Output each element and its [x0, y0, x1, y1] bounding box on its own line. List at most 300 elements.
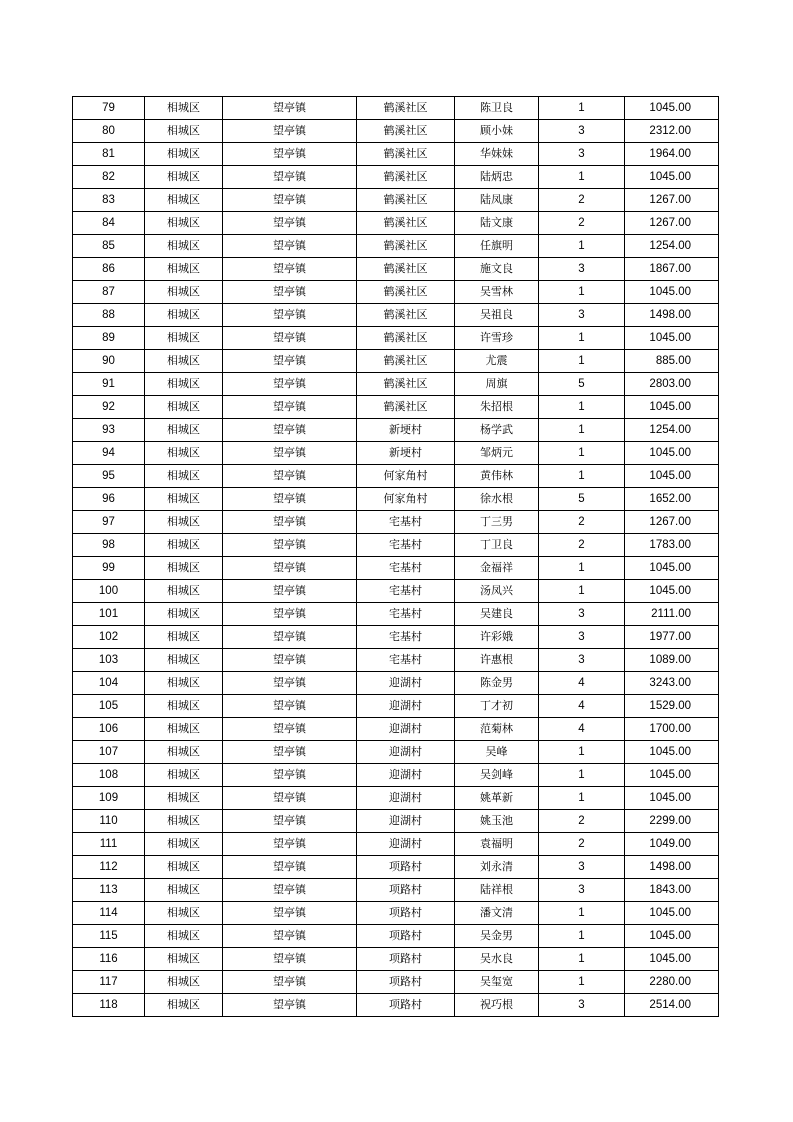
row-number-cell: 96	[73, 488, 145, 511]
row-number-cell: 100	[73, 580, 145, 603]
household-count-cell: 3	[539, 994, 625, 1017]
household-count-cell: 1	[539, 97, 625, 120]
village-cell: 鹤溪社区	[357, 166, 455, 189]
household-count-cell: 4	[539, 672, 625, 695]
amount-cell: 1045.00	[625, 557, 719, 580]
table-row	[73, 281, 719, 304]
village-cell: 迎湖村	[357, 741, 455, 764]
village-cell: 何家角村	[357, 465, 455, 488]
table-row	[73, 534, 719, 557]
amount-cell: 1045.00	[625, 764, 719, 787]
amount-cell: 1089.00	[625, 649, 719, 672]
person-name-cell: 吴祖良	[455, 304, 539, 327]
district-cell: 相城区	[145, 718, 223, 741]
village-cell: 鹤溪社区	[357, 396, 455, 419]
person-name-cell: 金福祥	[455, 557, 539, 580]
amount-cell: 1045.00	[625, 442, 719, 465]
district-cell: 相城区	[145, 488, 223, 511]
row-number-cell: 86	[73, 258, 145, 281]
row-number-cell: 112	[73, 856, 145, 879]
table-row	[73, 350, 719, 373]
town-cell: 望亭镇	[223, 212, 357, 235]
district-cell: 相城区	[145, 419, 223, 442]
village-cell: 项路村	[357, 971, 455, 994]
person-name-cell: 吴玺宽	[455, 971, 539, 994]
amount-cell: 1045.00	[625, 465, 719, 488]
household-count-cell: 1	[539, 971, 625, 994]
table-row	[73, 465, 719, 488]
table-row	[73, 672, 719, 695]
amount-cell: 1045.00	[625, 396, 719, 419]
town-cell: 望亭镇	[223, 626, 357, 649]
person-name-cell: 陆祥根	[455, 879, 539, 902]
row-number-cell: 83	[73, 189, 145, 212]
household-count-cell: 2	[539, 189, 625, 212]
person-name-cell: 吴建良	[455, 603, 539, 626]
town-cell: 望亭镇	[223, 511, 357, 534]
village-cell: 项路村	[357, 948, 455, 971]
district-cell: 相城区	[145, 695, 223, 718]
district-cell: 相城区	[145, 741, 223, 764]
table-row	[73, 120, 719, 143]
amount-cell: 1498.00	[625, 856, 719, 879]
district-cell: 相城区	[145, 764, 223, 787]
household-count-cell: 2	[539, 212, 625, 235]
amount-cell: 2312.00	[625, 120, 719, 143]
person-name-cell: 顾小妹	[455, 120, 539, 143]
town-cell: 望亭镇	[223, 534, 357, 557]
village-cell: 项路村	[357, 994, 455, 1017]
village-cell: 宅基村	[357, 557, 455, 580]
village-cell: 鹤溪社区	[357, 350, 455, 373]
table-row	[73, 971, 719, 994]
amount-cell: 1045.00	[625, 580, 719, 603]
town-cell: 望亭镇	[223, 603, 357, 626]
person-name-cell: 吴峰	[455, 741, 539, 764]
household-count-cell: 1	[539, 557, 625, 580]
table-row	[73, 764, 719, 787]
village-cell: 鹤溪社区	[357, 281, 455, 304]
village-cell: 项路村	[357, 856, 455, 879]
village-cell: 宅基村	[357, 603, 455, 626]
town-cell: 望亭镇	[223, 97, 357, 120]
amount-cell: 1652.00	[625, 488, 719, 511]
village-cell: 鹤溪社区	[357, 212, 455, 235]
town-cell: 望亭镇	[223, 948, 357, 971]
household-count-cell: 4	[539, 695, 625, 718]
row-number-cell: 95	[73, 465, 145, 488]
row-number-cell: 110	[73, 810, 145, 833]
village-cell: 项路村	[357, 902, 455, 925]
amount-cell: 1700.00	[625, 718, 719, 741]
person-name-cell: 黄伟林	[455, 465, 539, 488]
village-cell: 何家角村	[357, 488, 455, 511]
row-number-cell: 85	[73, 235, 145, 258]
town-cell: 望亭镇	[223, 488, 357, 511]
district-cell: 相城区	[145, 143, 223, 166]
person-name-cell: 祝巧根	[455, 994, 539, 1017]
district-cell: 相城区	[145, 672, 223, 695]
village-cell: 新埂村	[357, 419, 455, 442]
amount-cell: 885.00	[625, 350, 719, 373]
town-cell: 望亭镇	[223, 994, 357, 1017]
household-count-cell: 3	[539, 626, 625, 649]
amount-cell: 1045.00	[625, 97, 719, 120]
amount-cell: 1843.00	[625, 879, 719, 902]
town-cell: 望亭镇	[223, 856, 357, 879]
household-count-cell: 1	[539, 235, 625, 258]
row-number-cell: 99	[73, 557, 145, 580]
town-cell: 望亭镇	[223, 649, 357, 672]
town-cell: 望亭镇	[223, 373, 357, 396]
town-cell: 望亭镇	[223, 741, 357, 764]
amount-cell: 2111.00	[625, 603, 719, 626]
district-cell: 相城区	[145, 856, 223, 879]
person-name-cell: 吴金男	[455, 925, 539, 948]
table-row	[73, 994, 719, 1017]
amount-cell: 2299.00	[625, 810, 719, 833]
row-number-cell: 91	[73, 373, 145, 396]
household-count-cell: 3	[539, 879, 625, 902]
household-count-cell: 3	[539, 120, 625, 143]
row-number-cell: 87	[73, 281, 145, 304]
amount-cell: 1867.00	[625, 258, 719, 281]
district-cell: 相城区	[145, 442, 223, 465]
person-name-cell: 许雪珍	[455, 327, 539, 350]
person-name-cell: 徐水根	[455, 488, 539, 511]
person-name-cell: 陈金男	[455, 672, 539, 695]
village-cell: 迎湖村	[357, 695, 455, 718]
town-cell: 望亭镇	[223, 971, 357, 994]
household-count-cell: 3	[539, 649, 625, 672]
person-name-cell: 尤震	[455, 350, 539, 373]
district-cell: 相城区	[145, 787, 223, 810]
row-number-cell: 108	[73, 764, 145, 787]
household-count-cell: 1	[539, 580, 625, 603]
village-cell: 鹤溪社区	[357, 120, 455, 143]
town-cell: 望亭镇	[223, 442, 357, 465]
household-count-cell: 1	[539, 465, 625, 488]
amount-cell: 1498.00	[625, 304, 719, 327]
person-name-cell: 杨学武	[455, 419, 539, 442]
table-row	[73, 143, 719, 166]
table-row	[73, 396, 719, 419]
village-cell: 宅基村	[357, 511, 455, 534]
row-number-cell: 107	[73, 741, 145, 764]
person-name-cell: 潘文清	[455, 902, 539, 925]
person-name-cell: 丁三男	[455, 511, 539, 534]
amount-cell: 2803.00	[625, 373, 719, 396]
table-row	[73, 626, 719, 649]
table-row	[73, 304, 719, 327]
village-cell: 迎湖村	[357, 810, 455, 833]
amount-cell: 1045.00	[625, 948, 719, 971]
household-count-cell: 5	[539, 488, 625, 511]
table-row	[73, 557, 719, 580]
district-cell: 相城区	[145, 879, 223, 902]
table-row	[73, 902, 719, 925]
roster-table	[72, 96, 719, 1017]
town-cell: 望亭镇	[223, 350, 357, 373]
household-count-cell: 1	[539, 350, 625, 373]
amount-cell: 1783.00	[625, 534, 719, 557]
district-cell: 相城区	[145, 833, 223, 856]
person-name-cell: 丁才初	[455, 695, 539, 718]
household-count-cell: 1	[539, 902, 625, 925]
person-name-cell: 朱招根	[455, 396, 539, 419]
amount-cell: 1045.00	[625, 741, 719, 764]
district-cell: 相城区	[145, 925, 223, 948]
amount-cell: 1045.00	[625, 787, 719, 810]
town-cell: 望亭镇	[223, 879, 357, 902]
village-cell: 项路村	[357, 879, 455, 902]
table-row	[73, 603, 719, 626]
row-number-cell: 117	[73, 971, 145, 994]
row-number-cell: 92	[73, 396, 145, 419]
household-count-cell: 1	[539, 396, 625, 419]
person-name-cell: 周旗	[455, 373, 539, 396]
town-cell: 望亭镇	[223, 327, 357, 350]
household-count-cell: 3	[539, 856, 625, 879]
village-cell: 鹤溪社区	[357, 373, 455, 396]
town-cell: 望亭镇	[223, 465, 357, 488]
household-count-cell: 3	[539, 304, 625, 327]
village-cell: 宅基村	[357, 534, 455, 557]
person-name-cell: 施文良	[455, 258, 539, 281]
amount-cell: 1267.00	[625, 189, 719, 212]
town-cell: 望亭镇	[223, 235, 357, 258]
row-number-cell: 118	[73, 994, 145, 1017]
row-number-cell: 94	[73, 442, 145, 465]
table-row	[73, 856, 719, 879]
town-cell: 望亭镇	[223, 718, 357, 741]
district-cell: 相城区	[145, 557, 223, 580]
person-name-cell: 范菊林	[455, 718, 539, 741]
village-cell: 鹤溪社区	[357, 97, 455, 120]
row-number-cell: 109	[73, 787, 145, 810]
person-name-cell: 袁福明	[455, 833, 539, 856]
town-cell: 望亭镇	[223, 810, 357, 833]
amount-cell: 1267.00	[625, 511, 719, 534]
amount-cell: 1045.00	[625, 166, 719, 189]
village-cell: 鹤溪社区	[357, 304, 455, 327]
town-cell: 望亭镇	[223, 557, 357, 580]
household-count-cell: 1	[539, 166, 625, 189]
village-cell: 迎湖村	[357, 718, 455, 741]
amount-cell: 2280.00	[625, 971, 719, 994]
row-number-cell: 114	[73, 902, 145, 925]
town-cell: 望亭镇	[223, 787, 357, 810]
person-name-cell: 姚玉池	[455, 810, 539, 833]
amount-cell: 1045.00	[625, 925, 719, 948]
district-cell: 相城区	[145, 281, 223, 304]
household-count-cell: 3	[539, 143, 625, 166]
table-row	[73, 649, 719, 672]
village-cell: 鹤溪社区	[357, 235, 455, 258]
amount-cell: 1964.00	[625, 143, 719, 166]
district-cell: 相城区	[145, 810, 223, 833]
town-cell: 望亭镇	[223, 143, 357, 166]
village-cell: 宅基村	[357, 649, 455, 672]
person-name-cell: 陈卫良	[455, 97, 539, 120]
amount-cell: 1049.00	[625, 833, 719, 856]
person-name-cell: 许彩娥	[455, 626, 539, 649]
household-count-cell: 1	[539, 281, 625, 304]
person-name-cell: 陆凤康	[455, 189, 539, 212]
row-number-cell: 116	[73, 948, 145, 971]
district-cell: 相城区	[145, 235, 223, 258]
town-cell: 望亭镇	[223, 580, 357, 603]
town-cell: 望亭镇	[223, 120, 357, 143]
household-count-cell: 2	[539, 833, 625, 856]
table-row	[73, 166, 719, 189]
person-name-cell: 汤凤兴	[455, 580, 539, 603]
person-name-cell: 刘永清	[455, 856, 539, 879]
person-name-cell: 陆炳忠	[455, 166, 539, 189]
household-count-cell: 1	[539, 948, 625, 971]
district-cell: 相城区	[145, 465, 223, 488]
roster-table-body	[73, 97, 719, 1017]
row-number-cell: 79	[73, 97, 145, 120]
row-number-cell: 82	[73, 166, 145, 189]
row-number-cell: 81	[73, 143, 145, 166]
amount-cell: 1977.00	[625, 626, 719, 649]
district-cell: 相城区	[145, 649, 223, 672]
row-number-cell: 98	[73, 534, 145, 557]
town-cell: 望亭镇	[223, 833, 357, 856]
amount-cell: 1267.00	[625, 212, 719, 235]
table-row	[73, 948, 719, 971]
village-cell: 鹤溪社区	[357, 189, 455, 212]
row-number-cell: 113	[73, 879, 145, 902]
person-name-cell: 姚革新	[455, 787, 539, 810]
table-row	[73, 258, 719, 281]
person-name-cell: 吴水良	[455, 948, 539, 971]
village-cell: 鹤溪社区	[357, 258, 455, 281]
row-number-cell: 84	[73, 212, 145, 235]
table-row	[73, 189, 719, 212]
amount-cell: 1045.00	[625, 902, 719, 925]
person-name-cell: 丁卫良	[455, 534, 539, 557]
town-cell: 望亭镇	[223, 258, 357, 281]
village-cell: 宅基村	[357, 580, 455, 603]
row-number-cell: 102	[73, 626, 145, 649]
table-row	[73, 327, 719, 350]
district-cell: 相城区	[145, 189, 223, 212]
person-name-cell: 任旗明	[455, 235, 539, 258]
town-cell: 望亭镇	[223, 189, 357, 212]
table-row	[73, 511, 719, 534]
person-name-cell: 吴剑峰	[455, 764, 539, 787]
table-row	[73, 833, 719, 856]
district-cell: 相城区	[145, 971, 223, 994]
town-cell: 望亭镇	[223, 419, 357, 442]
district-cell: 相城区	[145, 511, 223, 534]
row-number-cell: 115	[73, 925, 145, 948]
district-cell: 相城区	[145, 327, 223, 350]
table-row	[73, 810, 719, 833]
town-cell: 望亭镇	[223, 925, 357, 948]
amount-cell: 2514.00	[625, 994, 719, 1017]
household-count-cell: 1	[539, 442, 625, 465]
table-row	[73, 442, 719, 465]
amount-cell: 1529.00	[625, 695, 719, 718]
district-cell: 相城区	[145, 580, 223, 603]
household-count-cell: 1	[539, 741, 625, 764]
district-cell: 相城区	[145, 902, 223, 925]
amount-cell: 1254.00	[625, 235, 719, 258]
table-row	[73, 97, 719, 120]
amount-cell: 1254.00	[625, 419, 719, 442]
row-number-cell: 105	[73, 695, 145, 718]
household-count-cell: 1	[539, 787, 625, 810]
household-count-cell: 1	[539, 925, 625, 948]
table-row	[73, 695, 719, 718]
row-number-cell: 93	[73, 419, 145, 442]
household-count-cell: 2	[539, 810, 625, 833]
household-count-cell: 2	[539, 511, 625, 534]
row-number-cell: 106	[73, 718, 145, 741]
district-cell: 相城区	[145, 373, 223, 396]
village-cell: 鹤溪社区	[357, 327, 455, 350]
village-cell: 宅基村	[357, 626, 455, 649]
table-row	[73, 787, 719, 810]
household-count-cell: 3	[539, 258, 625, 281]
row-number-cell: 103	[73, 649, 145, 672]
row-number-cell: 89	[73, 327, 145, 350]
town-cell: 望亭镇	[223, 304, 357, 327]
amount-cell: 1045.00	[625, 327, 719, 350]
village-cell: 鹤溪社区	[357, 143, 455, 166]
village-cell: 项路村	[357, 925, 455, 948]
village-cell: 新埂村	[357, 442, 455, 465]
household-count-cell: 1	[539, 419, 625, 442]
district-cell: 相城区	[145, 534, 223, 557]
table-row	[73, 718, 719, 741]
table-row	[73, 419, 719, 442]
person-name-cell: 吴雪林	[455, 281, 539, 304]
row-number-cell: 104	[73, 672, 145, 695]
district-cell: 相城区	[145, 304, 223, 327]
town-cell: 望亭镇	[223, 902, 357, 925]
district-cell: 相城区	[145, 120, 223, 143]
person-name-cell: 邹炳元	[455, 442, 539, 465]
person-name-cell: 陆文康	[455, 212, 539, 235]
table-row	[73, 488, 719, 511]
row-number-cell: 88	[73, 304, 145, 327]
district-cell: 相城区	[145, 212, 223, 235]
amount-cell: 3243.00	[625, 672, 719, 695]
town-cell: 望亭镇	[223, 764, 357, 787]
town-cell: 望亭镇	[223, 281, 357, 304]
household-count-cell: 3	[539, 603, 625, 626]
table-row	[73, 879, 719, 902]
household-count-cell: 5	[539, 373, 625, 396]
table-row	[73, 373, 719, 396]
village-cell: 迎湖村	[357, 787, 455, 810]
village-cell: 迎湖村	[357, 764, 455, 787]
amount-cell: 1045.00	[625, 281, 719, 304]
district-cell: 相城区	[145, 166, 223, 189]
village-cell: 迎湖村	[357, 672, 455, 695]
table-row	[73, 925, 719, 948]
district-cell: 相城区	[145, 626, 223, 649]
row-number-cell: 97	[73, 511, 145, 534]
district-cell: 相城区	[145, 603, 223, 626]
household-count-cell: 1	[539, 327, 625, 350]
household-count-cell: 4	[539, 718, 625, 741]
town-cell: 望亭镇	[223, 396, 357, 419]
